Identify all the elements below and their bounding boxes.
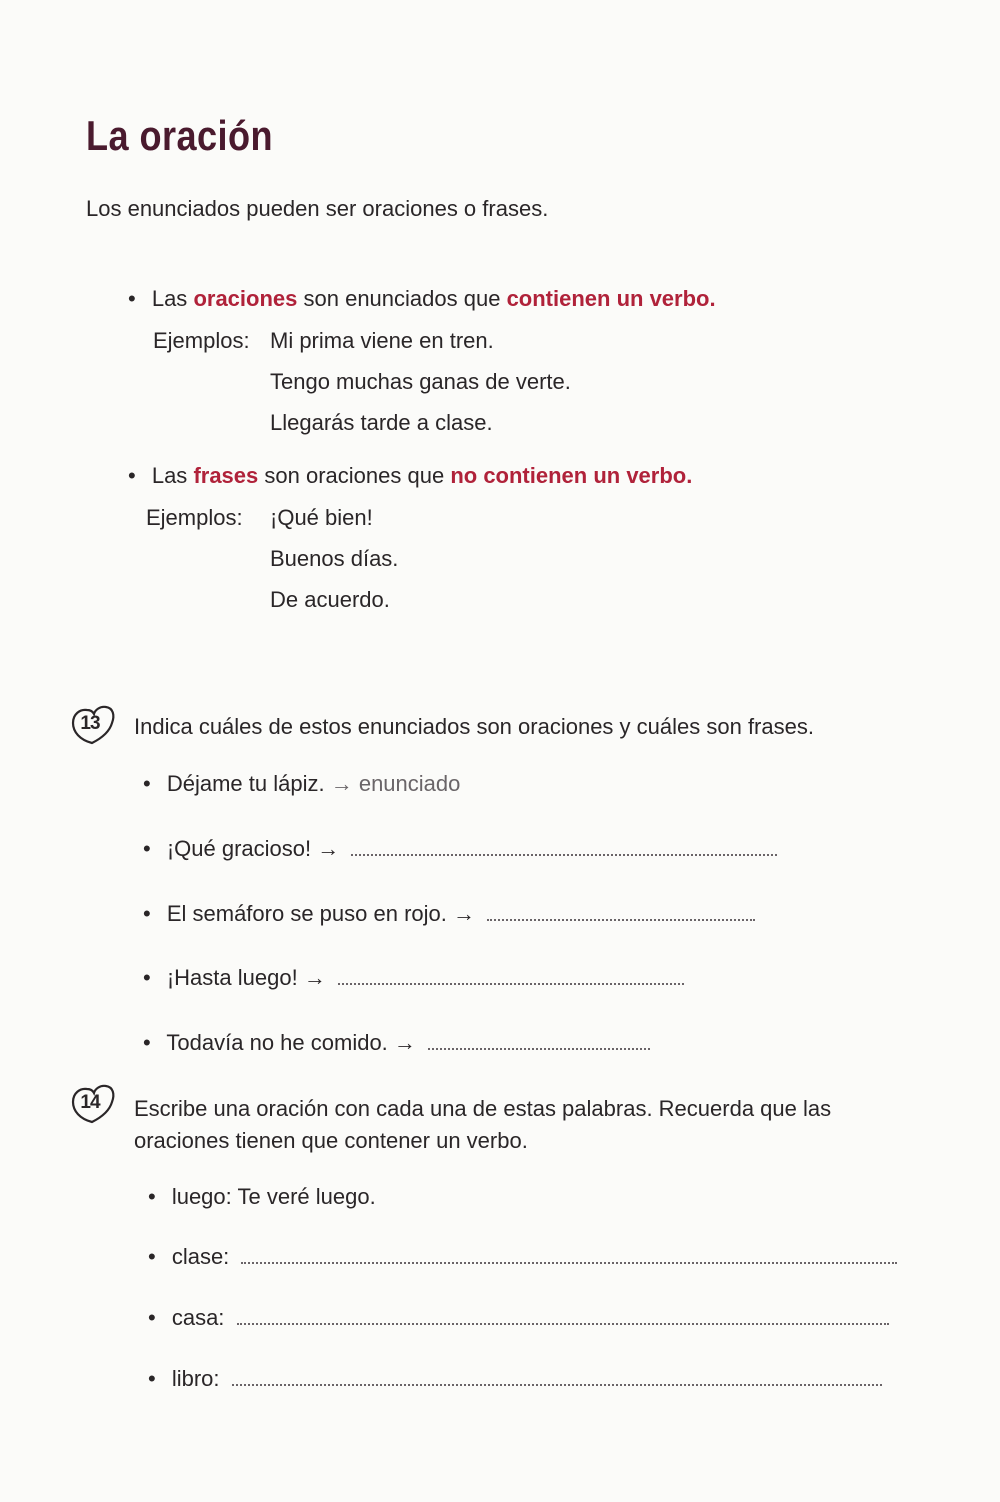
ex14-item-1: [148, 1184, 376, 1210]
item-label: casa:: [171, 1305, 225, 1330]
rule-highlight: no contienen un verbo.: [450, 463, 693, 488]
rule-middle: son oraciones que: [264, 463, 445, 488]
example-2: Buenos días.: [270, 546, 399, 571]
exercise-number: 14: [80, 1092, 100, 1113]
intro-text: Los enunciados pueden ser oraciones o frases.: [86, 196, 549, 221]
answer-field[interactable]: enunciado: [358, 771, 461, 796]
item-text: ¡Qué gracioso!: [166, 836, 312, 861]
answer-field[interactable]: [338, 982, 684, 985]
item-text: Déjame tu lápiz.: [166, 771, 325, 796]
arrow: →: [393, 1030, 416, 1055]
ex13-item-2: [143, 836, 777, 862]
example-2: Tengo muchas ganas de verte.: [270, 369, 571, 394]
item-label: clase:: [171, 1244, 230, 1269]
exercise-14-instruction-line1: Escribe una oración con cada una de estas palabras. Recuerda que las: [134, 1096, 832, 1121]
exercise-13-instruction: Indica cuáles de estos enunciados son oraciones y cuáles son frases.: [134, 714, 814, 739]
arrow: →: [317, 836, 340, 861]
examples-label: Ejemplos:: [146, 505, 243, 530]
answer-field[interactable]: [428, 1047, 650, 1050]
item-text: El semáforo se puso en rojo.: [166, 901, 447, 926]
exercise-number: 13: [80, 713, 100, 734]
arrow: →: [453, 901, 475, 926]
answer-field[interactable]: [241, 1261, 897, 1264]
arrow: →: [303, 965, 326, 990]
rule-middle: son enunciados que: [303, 286, 501, 311]
exercise-14-badge: [70, 1083, 104, 1117]
answer-field[interactable]: [232, 1383, 882, 1386]
examples-label: Ejemplos:: [153, 328, 250, 353]
answer-field[interactable]: Te veré luego.: [237, 1184, 376, 1209]
ex14-item-4: [148, 1366, 882, 1392]
item-text: Todavía no he comido.: [166, 1030, 388, 1055]
ex13-item-3: [143, 901, 755, 927]
ex14-item-3: [148, 1305, 889, 1331]
exercise-14-instruction-line2: oraciones tienen que contener un verbo.: [134, 1128, 528, 1153]
exercise-13-badge: [70, 704, 104, 738]
example-3: De acuerdo.: [270, 587, 390, 612]
item-text: ¡Hasta luego!: [166, 965, 298, 990]
item-label: luego:: [171, 1184, 232, 1209]
term-oraciones: oraciones: [193, 286, 298, 311]
example-1: Mi prima viene en tren.: [270, 328, 494, 353]
term-frases: frases: [193, 463, 259, 488]
answer-field[interactable]: [487, 918, 755, 921]
ex13-item-1: [143, 771, 460, 797]
answer-field[interactable]: [351, 853, 777, 856]
arrow: →: [330, 771, 353, 796]
ex14-item-2: [148, 1244, 897, 1270]
ex13-item-4: [143, 965, 684, 991]
rule-highlight: contienen un verbo.: [506, 286, 716, 311]
rule-oraciones: [128, 286, 716, 312]
rule-prefix: Las: [151, 463, 188, 488]
ex13-item-5: [143, 1030, 650, 1056]
item-label: libro:: [171, 1366, 220, 1391]
page-title: La oración: [86, 112, 273, 159]
example-1: ¡Qué bien!: [270, 505, 373, 530]
rule-prefix: Las: [151, 286, 188, 311]
rule-frases: [128, 463, 692, 489]
answer-field[interactable]: [237, 1322, 889, 1325]
example-3: Llegarás tarde a clase.: [270, 410, 493, 435]
